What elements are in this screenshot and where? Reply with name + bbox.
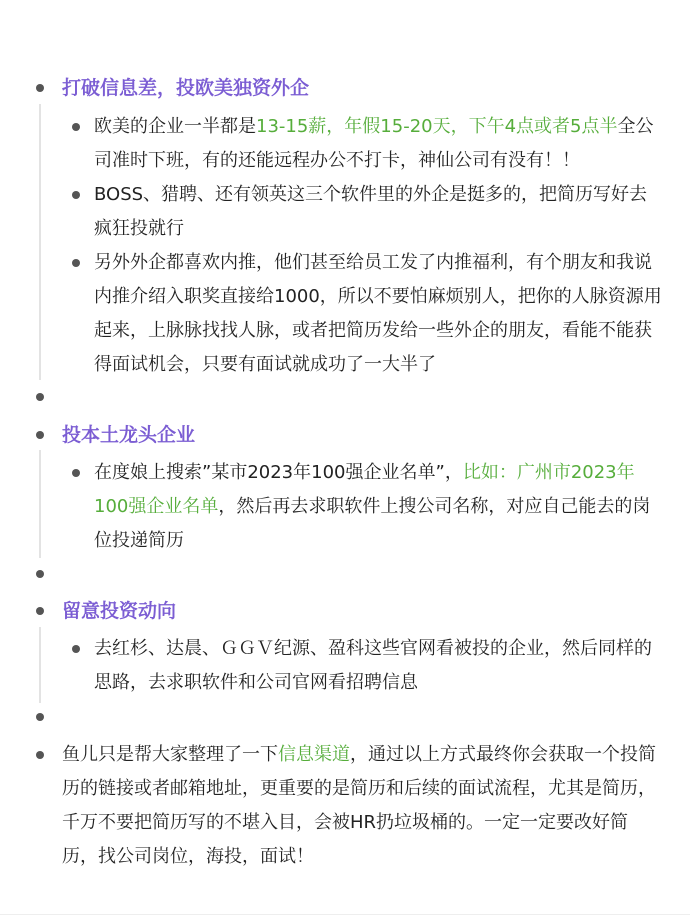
section-heading-foreign-companies: 打破信息差，投欧美独资外企 [62, 77, 310, 99]
section-heading-investment: 留意投资动向 [62, 600, 177, 622]
list-bullet [36, 84, 44, 92]
list-item-benefits [94, 110, 664, 178]
item-text: 全公司准时下班，有的还能远程办公不打卡，神仙公司有没有！！ [94, 116, 654, 171]
highlight-text: 信息渠道 [278, 744, 350, 765]
list-bullet [36, 751, 44, 759]
highlight-text: 13-15薪，年假15-20天，下午4点或者5点半 [256, 116, 618, 137]
empty-list-bullet [36, 570, 44, 578]
item-text: ，通过以上方式最终你会获取一个投简历的链接或者邮箱地址，更重要的是简历和后续的面试流程，尤其是简历，千万不要把简历写的不堪入目，会被HR扔垃圾桶的。一定一定要改好简历，找公司岗位，海投，面试！ [62, 744, 656, 867]
closing-paragraph [62, 738, 664, 874]
list-bullet [36, 607, 44, 615]
list-bullet [72, 191, 80, 199]
section-divider-line [39, 627, 41, 703]
list-bullet [72, 469, 80, 477]
item-text: 另外外企都喜欢内推，他们甚至给员工发了内推福利，有个朋友和我说内推介绍入职奖直接给1000，所以不要怕麻烦别人，把你的人脉资源用起来，上脉脉找找人脉，或者把简历发给一些外企的朋友，看能不能获得面试机会，只要有面试就成功了一大半了 [94, 252, 662, 375]
highlight-text: 比如：广州市2023年100强企业名单 [94, 462, 635, 517]
item-text: 鱼儿只是帮大家整理了一下 [62, 744, 278, 765]
list-bullet [72, 645, 80, 653]
list-bullet [72, 259, 80, 267]
empty-list-bullet [36, 713, 44, 721]
item-text: 在度娘上搜索”某市2023年100强企业名单”， [94, 462, 463, 483]
list-bullet [36, 431, 44, 439]
item-text: 去红杉、达晨、ＧＧＶ纪源、盈科这些官网看被投的企业，然后同样的思路，去求职软件和公司官网看招聘信息 [94, 638, 652, 693]
list-item-top100 [94, 456, 664, 558]
bottom-divider [0, 914, 690, 915]
list-item-vc-firms [94, 632, 664, 700]
item-text: ，然后再去求职软件上搜公司名称，对应自己能去的岗位投递简历 [94, 496, 651, 551]
list-bullet [72, 123, 80, 131]
section-divider-line [39, 450, 41, 558]
section-divider-line [39, 104, 41, 380]
section-heading-local-companies: 投本土龙头企业 [62, 424, 196, 446]
list-item-referral [94, 246, 664, 382]
item-text: BOSS、猎聘、还有领英这三个软件里的外企是挺多的，把简历写好去疯狂投就行 [94, 184, 648, 239]
list-item-job-apps [94, 178, 664, 246]
item-text: 欧美的企业一半都是 [94, 116, 256, 137]
empty-list-bullet [36, 393, 44, 401]
